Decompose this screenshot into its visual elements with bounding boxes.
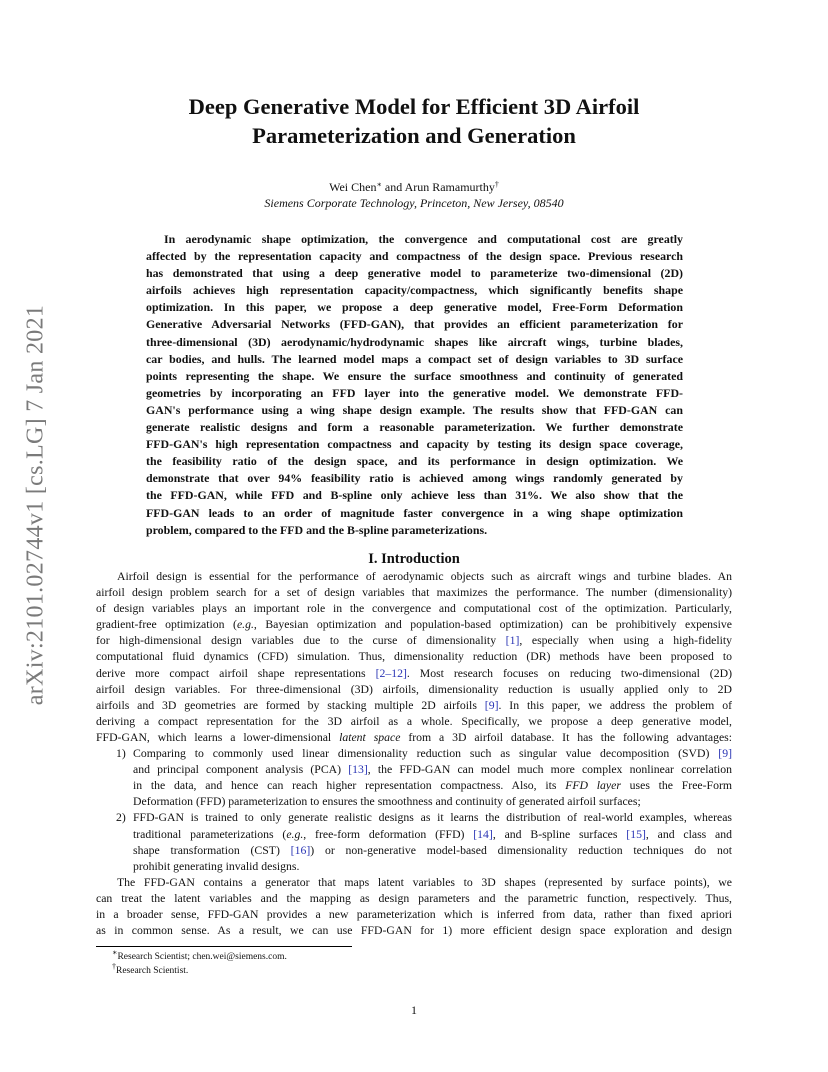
citation-link[interactable]: [15] — [626, 827, 646, 841]
list-number: 2) — [116, 811, 126, 825]
abstract-line: generate realistic designs and form a reasonable parameterization. We further demonstrate — [146, 420, 683, 435]
abstract-line: problem, compared to the FFD and the B-spline parameterizations. — [146, 522, 488, 537]
body-line: in the data, and hence can reach higher representation compactness. Also, its FFD layer uses the Free-Form — [133, 779, 732, 793]
footnote-divider — [96, 946, 352, 947]
abstract-line: has demonstrated that using a deep generative model to parameterize two-dimensional (2D) — [146, 266, 683, 281]
body-line: and principal component analysis (PCA) [13], the FFD-GAN can model much more complex nonlinear correlation — [133, 763, 732, 777]
paper-title — [96, 92, 732, 150]
emphasis: FFD layer — [565, 779, 621, 793]
body-line: shape transformation (CST) [16]) or non-generative model-based dimensionality reduction techniques do not — [133, 843, 732, 857]
body-line: as in common sense. As a result, we can use FFD-GAN for 1) more efficient design space exploration and design — [96, 924, 732, 938]
abstract-line: GAN's performance using a wing shape design example. The results show that FFD-GAN can — [146, 402, 683, 417]
abstract-line: car bodies, and hulls. The learned model maps a compact set of design variables to 3D surface — [146, 351, 683, 366]
body-line: traditional parameterizations (e.g., free-form deformation (FFD) [14], and B-spline surfaces [15], and class and — [133, 827, 732, 841]
emphasis: e.g. — [236, 618, 254, 632]
abstract-line: airfoils achieves high representation capacity/compactness, which significantly benefits shape — [146, 283, 683, 298]
body-line: airfoils and 3D geometries are formed by stacking multiple 2D airfoils [9]. In this paper, we address the problem of — [96, 698, 732, 712]
section-heading: I. Introduction — [368, 551, 460, 567]
citation-link[interactable]: [16] — [290, 843, 311, 857]
body-line: for high-dimensional design variables due to the curse of dimensionality [1], especially when using a high-fidelity — [96, 634, 732, 648]
citation-link[interactable]: [9] — [718, 747, 732, 761]
footnote-mark: † — [494, 180, 499, 189]
abstract-line: optimization. In this paper, we propose a deep generative model, Free-Form Deformation — [146, 300, 683, 315]
abstract-line: demonstrate that over 94% feasibility ratio is achieved among wings randomly generated by — [146, 471, 683, 486]
body-line: Deformation (FFD) parameterization to ensures the smoothness and continuity of generated airfoil surfaces; — [133, 795, 641, 809]
citation-link[interactable]: [13] — [348, 763, 368, 777]
abstract-line: FFD-GAN's high representation compactness and capacity by testing its design space coverage, — [146, 437, 683, 452]
body-line: airfoil design problem search for a set of design variables that maximizes the performance. The number (dimensionality) — [96, 586, 732, 600]
list-number: 1) — [116, 747, 126, 761]
footnote-mark: ∗ — [112, 948, 118, 957]
affiliation: Siemens Corporate Technology, Princeton, New Jersey, 08540 — [264, 196, 564, 210]
author-list — [96, 179, 732, 195]
body-line: prohibit generating invalid designs. — [133, 859, 300, 873]
body-line: in a broader sense, FFD-GAN provides a new parameterization which is inferred from data, rather than fixed apriori — [96, 907, 732, 921]
body-line: can treat the latent variables and the mapping as design parameters and the parametric function, respectively. Thus, — [96, 891, 732, 905]
body-line: The FFD-GAN contains a generator that maps latent variables to 3D shapes (represented by surface points), we — [117, 875, 732, 889]
footnote: †Research Scientist. — [112, 962, 189, 976]
footnote-mark: † — [112, 962, 116, 971]
abstract-line: In aerodynamic shape optimization, the convergence and computational cost are greatly — [164, 232, 683, 246]
emphasis: e.g. — [286, 827, 304, 841]
abstract-line: points representing the shape. We ensure the surface smoothness and continuity of generated — [146, 368, 683, 383]
abstract-line: three-dimensional (3D) aerodynamic/hydrodynamic shapes like aircraft wings, turbine blades, — [146, 334, 683, 349]
footnote: ∗Research Scientist; chen.wei@siemens.com. — [112, 948, 287, 962]
title-line-2: Parameterization and Generation — [252, 123, 576, 148]
abstract-line: the FFD-GAN, while FFD and B-spline only achieve less than 31%. We also show that the — [146, 488, 683, 503]
title-line-1: Deep Generative Model for Efficient 3D Airfoil — [188, 94, 640, 119]
introduction-body — [96, 569, 732, 939]
abstract-line: affected by the representation capacity and compactness of the design space. Previous research — [146, 249, 683, 264]
abstract-line: geometries by incorporating an FFD layer into the generative model. We demonstrate FFD- — [146, 385, 683, 400]
list-item: 2) FFD-GAN is trained to only generate realistic designs as it learns the distribution of real-world examples, whereas — [96, 810, 732, 826]
abstract-line: Generative Adversarial Networks (FFD-GAN), that provides an efficient parameterization for — [146, 317, 683, 332]
body-line: Airfoil design is essential for the performance of aerodynamic objects such as aircraft wings and turbine blades. An — [117, 570, 732, 583]
body-line: airfoil design variables. For three-dimensional (3D) airfoils, dimensionality reduction is usually applied only to 2D — [96, 682, 732, 696]
citation-link[interactable]: [1] — [505, 634, 520, 648]
abstract-line: the feasibility ratio of the design space, and its performance in design optimization. We — [146, 454, 683, 469]
citation-link[interactable]: [2–12] — [375, 666, 407, 680]
author-name: Arun Ramamurthy — [404, 180, 495, 194]
list-item: 1) Comparing to commonly used linear dimensionality reduction such as singular value decomposition (SVD) [9] — [96, 746, 732, 762]
arxiv-sidebar — [20, 295, 52, 715]
abstract — [146, 231, 683, 539]
body-line: FFD-GAN, which learns a lower-dimensional latent space from a 3D airfoil database. It has the following advantages: — [96, 730, 732, 744]
body-line: deriving a compact representation for the 3D airfoil as a whole. Specifically, we propose a deep generative model, — [96, 714, 732, 728]
body-line: derive more compact airfoil shape representations [2–12]. Most research focuses on reducing two-dimensional (2D) — [96, 666, 732, 680]
author-separator: and — [381, 180, 405, 194]
author-name: Wei Chen — [329, 180, 377, 194]
arxiv-identifier: arXiv:2101.02744v1 [cs.LG] 7 Jan 2021 — [22, 304, 49, 706]
page-number: 1 — [411, 1003, 417, 1017]
citation-link[interactable]: [9] — [484, 698, 499, 712]
emphasis: latent space — [339, 730, 401, 744]
body-line: computational fluid dynamics (CFD) simulation. Thus, dimensionality reduction (DR) methods have been proposed to — [96, 650, 732, 664]
body-line: gradient-free optimization (e.g., Bayesian optimization and population-based optimization) can be prohibitively expensive — [96, 618, 732, 632]
abstract-line: FFD-GAN leads to an order of magnitude faster convergence in a wing shape optimization — [146, 505, 683, 520]
footnote-mark: ∗ — [376, 180, 382, 189]
body-line: of design variables plays an important role in the convergence and computational cost of the optimization. Particularly, — [96, 602, 732, 616]
citation-link[interactable]: [14] — [473, 827, 493, 841]
footnotes — [112, 950, 287, 978]
